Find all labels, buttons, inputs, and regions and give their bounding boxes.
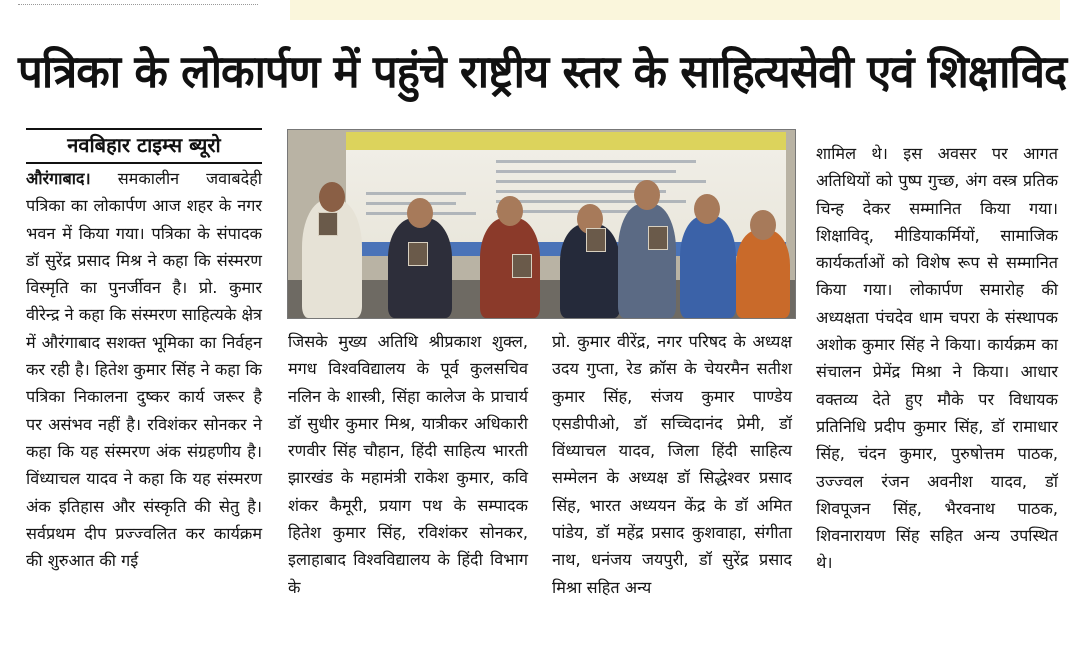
- column-3-text: प्रो. कुमार वीरेंद्र, नगर परिषद के अध्यक्ष उदय गुप्ता, रेड क्रॉस के चेयरमैन सतीश कुमार सिंह, संजय कुमार पाण्डेय एसडीपीओ, डॉ सच्चिदानंद प्रेमी, डॉ विंध्याचल यादव, जिला हिंदी साहित्य सम्मेलन के अध्यक्ष डॉ सिद्धेश्वर प्रसाद सिंह, भारत अध्ययन केंद्र के डॉ अमित पांडेय, डॉ महेंद्र प्रसाद कुशवाहा, संगीता नाथ, धनंजय जयपुरी, डॉ सुरेंद्र प्रसाद मिश्रा सहित अन्य: [552, 332, 792, 597]
- column-2-text: जिसके मुख्य अतिथि श्रीप्रकाश शुक्ल, मगध विश्वविद्यालय के पूर्व कुलसचिव नलिन के शास्त्री, सिंहा कालेज के प्राचार्य डॉ सुधीर कुमार मिश्र, यात्रीकर अधिकारी रणवीर सिंह चौहान, हिंदी साहित्य भारती झारखंड के महामंत्री राकेश कुमार, कवि शंकर कैमूरी, प्रयाग पथ के सम्पादक हितेश कुमार सिंह, रविशंकर सोनकर, इलाहाबाद विश्वविद्यालय के हिंदी विभाग के: [288, 332, 528, 597]
- column-4-text: शामिल थे। इस अवसर पर आगत अतिथियों को पुष्प गुच्छ, अंग वस्त्र प्रतिक चिन्ह देकर सम्मानित किया गया। शिक्षाविद्, मीडियाकर्मियों, सामाजिक कार्यकर्ताओं को विशेष रूप से सम्मानित किया गया। लोकार्पण समारोह की अध्यक्षता पंचदेव धाम चपरा के संस्थापक अशोक कुमार सिंह ने किया। कार्यक्रम का संचालन प्रेमेंद्र मिश्रा ने किया। आधार वक्तव्य देते हुए मौके पर विधायक प्रतिनिधि प्रदीप कुमार सिंह, डॉ रामाधार सिंह, चंदन कुमार, पुरुषोत्तम पाठक, उज्ज्वल रंजन अवनीश यादव, डॉ शिवपूजन सिंह, भैरवनाथ पाठक, शिवनारायण सिंह सहित अन्य उपस्थित थे।: [816, 144, 1058, 573]
- article-column-2: [288, 328, 528, 601]
- byline: नवबिहार टाइम्स ब्यूरो: [26, 128, 262, 164]
- article-column-4: [816, 140, 1058, 577]
- article-column-3: [552, 328, 792, 601]
- adjacent-block-edge: [290, 0, 1060, 20]
- column-1-text: समकालीन जवाबदेही पत्रिका का लोकार्पण आज शहर के नगर भवन में किया गया। पत्रिका के संपादक डॉ सुरेंद्र प्रसाद मिश्र ने कहा कि संस्मरण विस्मृति का पुनर्जीवन है। प्रो. कुमार वीरेन्द्र ने कहा कि संस्मरण साहित्यके क्षेत्र में औरंगाबाद सशक्त भूमिका का निर्वहन कर रही है। हितेश कुमार सिंह ने कहा कि पत्रिका निकालना दुष्कर कार्य जरूर है पर असंभव नहीं है। रविशंकर सोनकर ने कहा कि यह संस्मरण अंक संग्रहणीय है। विंध्याचल यादव ने कहा कि यह संस्मरण अंक इतिहास और संस्कृति की सेतु है। सर्वप्रथम दीप प्रज्ज्वलित कर कार्यक्रम की शुरुआत की गई: [26, 169, 262, 571]
- headline: पत्रिका के लोकार्पण में पहुंचे राष्ट्रीय स्तर के साहित्यसेवी एवं शिक्षाविद: [18, 45, 1067, 98]
- dateline: औरंगाबाद।: [26, 169, 91, 188]
- article-column-1: [26, 165, 262, 574]
- group-photo-launch: [287, 129, 796, 319]
- previous-article-edge: [0, 0, 290, 20]
